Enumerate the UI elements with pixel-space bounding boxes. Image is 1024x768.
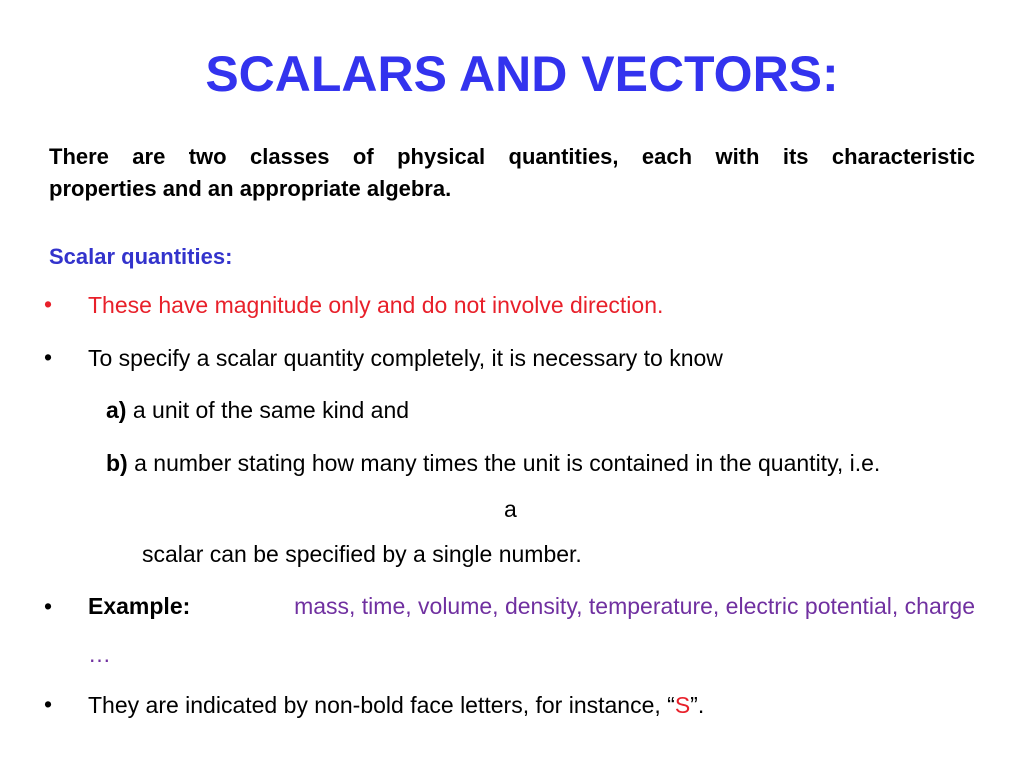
bullet-text-2: To specify a scalar quantity completely, it is necessary to know [88, 345, 723, 371]
bullet-text-4 [88, 692, 704, 719]
example-line [88, 593, 975, 620]
intro-paragraph [49, 141, 975, 205]
sub-item-marker: a) [106, 397, 127, 423]
sub-item-b [106, 450, 880, 477]
sub-item-text: a unit of the same kind and [132, 397, 410, 423]
example-list: mass, time, volume, density, temperature, electric potential, charge [294, 593, 975, 619]
bullet-text-1: These have magnitude only and do not involve direction. [88, 292, 664, 318]
bullet-marker: • [44, 593, 53, 619]
intro-line-1: There are two classes of physical quantities, each with its characteristic [49, 144, 975, 169]
bullet-marker: • [44, 344, 53, 370]
sub-item-a [106, 397, 409, 424]
scalar-definition-line: scalar can be specified by a single number. [142, 541, 582, 567]
bullet-text-4-after: ”. [690, 692, 705, 718]
sub-item-marker: b) [106, 450, 128, 476]
intro-line-2: properties and an appropriate algebra. [49, 176, 452, 201]
bullet-marker: • [44, 691, 53, 717]
example-ellipsis: … [88, 641, 111, 667]
page-title: SCALARS AND VECTORS: [205, 46, 839, 102]
wrapped-word: a [504, 496, 517, 522]
bullet-text-4-before: They are indicated by non-bold face letters, for instance, “ [88, 692, 675, 718]
bullet-marker: • [44, 291, 53, 317]
section-heading: Scalar quantities: [49, 244, 233, 269]
sub-item-text: a number stating how many times the unit is contained in the quantity, i.e. [134, 450, 881, 476]
symbol-s: S [674, 692, 691, 718]
example-label: Example: [88, 593, 191, 619]
